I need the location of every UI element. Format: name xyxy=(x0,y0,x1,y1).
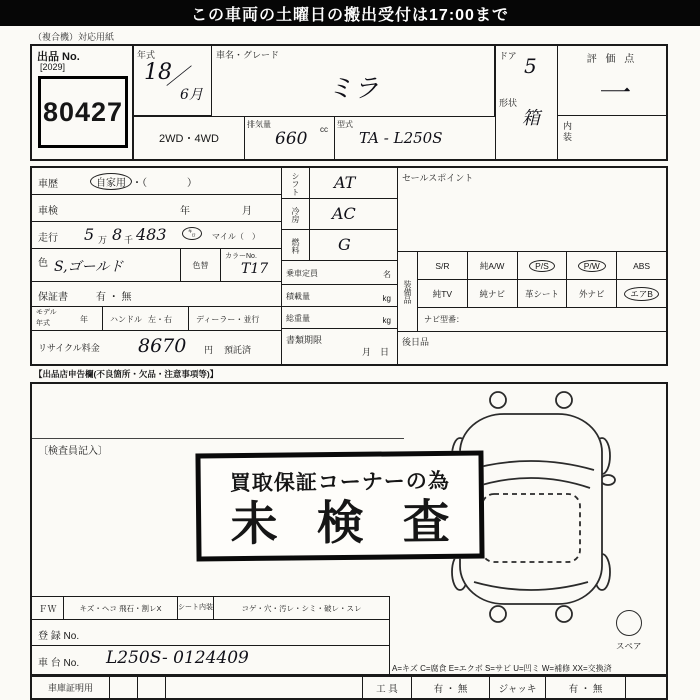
dealer-label: ディーラー・並行 xyxy=(196,315,260,324)
history-row xyxy=(32,168,281,195)
history-label: 車歴 xyxy=(38,179,58,190)
fuel-label-cell xyxy=(282,230,310,261)
interior-label: 内装 xyxy=(562,121,572,143)
equip-extnavi: 外ナビ xyxy=(579,288,605,299)
mile-unit: マイル（ ） xyxy=(212,232,260,241)
model-code-value: TA - L250S xyxy=(359,129,443,147)
inspection-month-unit: 月 xyxy=(242,206,252,217)
mileage-row xyxy=(32,222,281,249)
door-value: 5 xyxy=(524,54,537,78)
garage-cert-empty-cell xyxy=(110,677,138,698)
navi-model-label: ナビ型番： xyxy=(424,315,464,324)
lot-number-box xyxy=(32,46,134,159)
fw-text-cell xyxy=(64,597,178,619)
warranty-value: 有 ・ 無 xyxy=(96,292,132,303)
mileage-sen-value: 8 xyxy=(112,225,123,244)
color-value: S,ゴールド xyxy=(54,259,124,275)
check-circle-front-left xyxy=(490,392,506,408)
shift-label-cell xyxy=(282,168,310,199)
check-circle-rear-right xyxy=(556,606,572,622)
year-label: 年式 xyxy=(137,50,156,60)
bottom-strip xyxy=(30,676,668,700)
car-name-value: ミラ xyxy=(326,74,380,104)
sales-point-label: セールスポイント xyxy=(402,173,474,183)
equip-ps-circled: P/S xyxy=(529,260,555,272)
check-circle-rear-left xyxy=(490,606,506,622)
color-label: 色 xyxy=(38,258,48,269)
weight-label: 総重量 xyxy=(286,314,310,323)
equipment-column xyxy=(397,168,666,364)
model-code-cell xyxy=(335,116,495,159)
weight-cell xyxy=(282,307,397,329)
color-no-value: T17 xyxy=(241,261,269,277)
equipment-label: 装備品 xyxy=(403,280,412,304)
jack-value: 有 ・ 無 xyxy=(568,683,603,695)
tools-label-cell xyxy=(362,677,412,698)
inspector-entry-label: 〔検査員記入〕 xyxy=(38,446,108,457)
registration-row xyxy=(32,620,390,646)
garage-cert-label: 車庫証明用 xyxy=(47,683,93,693)
load-cell xyxy=(282,285,397,307)
paper-type-note: （複合機）対応用紙 xyxy=(33,32,115,42)
model-year-unit: 年 xyxy=(80,315,88,324)
drive-type-cell xyxy=(134,116,245,159)
equip-item xyxy=(617,252,666,280)
ac-cell xyxy=(282,199,397,230)
model-code-label: 型式 xyxy=(337,120,353,129)
shift-label: シフト xyxy=(291,171,300,196)
seat-interior-label: シート内装 xyxy=(178,604,213,612)
equipment-row-2 xyxy=(418,280,666,308)
score-value: 一 xyxy=(595,74,629,112)
specs-column xyxy=(282,168,397,364)
mileage-man-value: 5 xyxy=(84,225,95,244)
load-label: 積載量 xyxy=(286,292,310,301)
score-cell xyxy=(557,46,666,116)
divider xyxy=(188,307,189,331)
garage-cert-cell xyxy=(32,677,110,698)
history-private-circled: 自家用 xyxy=(90,173,132,190)
displacement-cell xyxy=(245,116,335,159)
stamp-reason-text: 買取保証コーナーの為 xyxy=(229,469,450,496)
equip-item xyxy=(418,252,468,280)
shape-value: 箱 xyxy=(522,108,540,129)
history-column xyxy=(32,168,282,364)
shape-label: 形状 xyxy=(499,98,518,108)
ac-value: AC xyxy=(332,204,356,223)
color-row xyxy=(32,249,281,282)
mileage-label: 走行 xyxy=(38,233,58,244)
mileage-rest-value: 483 xyxy=(136,225,167,244)
warranty-row xyxy=(32,282,281,307)
sales-point-box xyxy=(398,168,666,252)
year-value: 18 xyxy=(144,60,172,85)
damage-legend: A=キズ C=腐食 E=エクボ S=サビ U=凹ミ W=補修 XX=交換済 xyxy=(392,664,612,673)
color-no-label: カラーNo. xyxy=(225,253,257,260)
later-items-box xyxy=(398,332,666,364)
jack-value-cell xyxy=(546,677,626,698)
jack-label-cell xyxy=(490,677,546,698)
fw-condition-row xyxy=(32,596,390,620)
divider xyxy=(102,307,103,331)
top-banner xyxy=(0,0,700,26)
ac-label: 冷房 xyxy=(291,206,300,223)
interior-cell xyxy=(557,116,666,159)
model-year-label: モデル xyxy=(36,309,57,316)
equip-item xyxy=(617,280,666,308)
equipment-label-cell xyxy=(398,252,418,332)
docs-deadline-label: 書類期限 xyxy=(286,335,323,345)
handle-label: ハンドル xyxy=(110,315,142,324)
weight-unit: kg xyxy=(382,316,391,325)
color-change-label: 色替 xyxy=(192,261,209,270)
tools-value: 有 ・ 無 xyxy=(433,683,468,695)
color-no-cell xyxy=(220,249,282,282)
recycle-value: 8670 xyxy=(138,335,187,357)
equip-tv: 純TV xyxy=(432,288,453,299)
door-shape-cell xyxy=(495,46,557,159)
equip-item xyxy=(567,280,617,308)
score-label: 評 価 点 xyxy=(586,54,638,65)
equip-item xyxy=(518,280,568,308)
seller-declaration-heading: 【出品店申告欄(不良箇所・欠品・注意事項等)】 xyxy=(34,369,219,379)
lot-bracket-number: [2029] xyxy=(40,62,66,72)
displacement-label: 排気量 xyxy=(247,120,271,129)
tools-label: 工 具 xyxy=(376,683,398,695)
door-label: ドア xyxy=(499,51,517,61)
chassis-value: L250S- 0124409 xyxy=(106,648,249,668)
equip-item xyxy=(468,252,518,280)
shift-value: AT xyxy=(334,173,356,192)
inspection-row xyxy=(32,195,281,222)
equip-leather: 革シート xyxy=(524,288,559,299)
registration-label: 登 録 No. xyxy=(38,631,80,642)
equip-airbag-circled: エアB xyxy=(624,287,659,301)
equip-item xyxy=(468,280,518,308)
check-circle-front-right xyxy=(556,392,572,408)
drive-type-label: 2WD・4WD xyxy=(159,133,219,145)
recycle-label: リサイクル料金 xyxy=(38,343,100,353)
equip-abs: ABS xyxy=(633,260,651,271)
ac-label-cell xyxy=(282,199,310,230)
lot-label: 出品 No. xyxy=(37,51,80,63)
equipment-box xyxy=(398,252,666,332)
car-name-label: 車名・グレード xyxy=(216,50,280,60)
equip-item xyxy=(567,252,617,280)
spare-tire-label: スペア xyxy=(616,641,642,651)
not-inspected-stamp xyxy=(195,450,484,561)
lot-number: 80427 xyxy=(38,76,128,148)
navi-model-row xyxy=(418,308,666,332)
inspection-year-unit: 年 xyxy=(180,206,190,217)
inspection-label: 車検 xyxy=(38,206,58,217)
mileage-man-unit: 万 xyxy=(98,235,108,245)
equip-pw-circled: P/W xyxy=(578,260,606,272)
docs-deadline-value: 月 日 xyxy=(361,347,389,357)
later-items-label: 後日品 xyxy=(402,337,430,347)
year-slash: ／ xyxy=(166,65,189,90)
fw-label: ＦＷ xyxy=(38,603,57,614)
seat-text-cell xyxy=(214,597,390,619)
handle-value: 左・右 xyxy=(148,315,172,324)
history-rest: ・（ ） xyxy=(132,178,197,189)
equip-sr: S/R xyxy=(435,260,450,271)
displacement-unit: cc xyxy=(320,125,328,134)
divider xyxy=(32,438,404,439)
recycle-deposit-status: 預託済 xyxy=(224,345,252,355)
fuel-cell xyxy=(282,230,397,261)
model-year-label2: 年式 xyxy=(36,320,50,327)
car-name-cell xyxy=(212,46,495,116)
equip-item xyxy=(518,252,568,280)
capacity-unit: 名 xyxy=(383,270,391,279)
chassis-row xyxy=(32,646,390,674)
chassis-label: 車 台 No. xyxy=(38,658,80,669)
shift-cell xyxy=(282,168,397,199)
color-change-cell xyxy=(180,249,220,282)
equip-item xyxy=(418,280,468,308)
year-cell xyxy=(134,46,212,116)
seat-label-cell xyxy=(178,597,214,619)
garage-cert-empty-cell xyxy=(138,677,166,698)
model-handle-row xyxy=(32,307,281,331)
warranty-label: 保証書 xyxy=(38,292,68,303)
equipment-row-1 xyxy=(418,252,666,280)
year-month: 6月 xyxy=(180,87,203,103)
recycle-row xyxy=(32,331,281,364)
docs-deadline-cell xyxy=(282,329,397,364)
load-unit: kg xyxy=(382,294,391,303)
detail-section xyxy=(30,166,668,366)
mileage-sen-unit: 千 xyxy=(124,235,134,245)
fw-label-cell xyxy=(32,597,64,619)
stamp-not-inspected-text: 未 検 査 xyxy=(230,494,464,551)
km-unit-circled: ㌔ xyxy=(182,227,202,240)
displacement-value: 660 xyxy=(275,129,308,149)
recycle-yen-unit: 円 xyxy=(204,345,214,355)
seat-interior-text: コゲ・穴・汚レ・シミ・破レ・スレ xyxy=(241,603,362,613)
equip-aw: 純A/W xyxy=(479,260,505,271)
jack-label: ジャッキ xyxy=(498,683,537,695)
fw-text: キズ・ヘコ 飛石・割レX xyxy=(79,603,162,613)
tools-value-cell xyxy=(412,677,490,698)
fuel-value: G xyxy=(338,235,351,254)
banner-text: この車両の土曜日の搬出受付は17:00まで xyxy=(191,6,509,24)
header-section xyxy=(30,44,668,161)
mirror-right xyxy=(601,475,615,485)
fuel-label: 燃料 xyxy=(291,237,300,254)
capacity-label: 乗車定員 xyxy=(286,269,318,278)
equip-navi: 純ナビ xyxy=(479,288,505,299)
capacity-cell xyxy=(282,261,397,285)
